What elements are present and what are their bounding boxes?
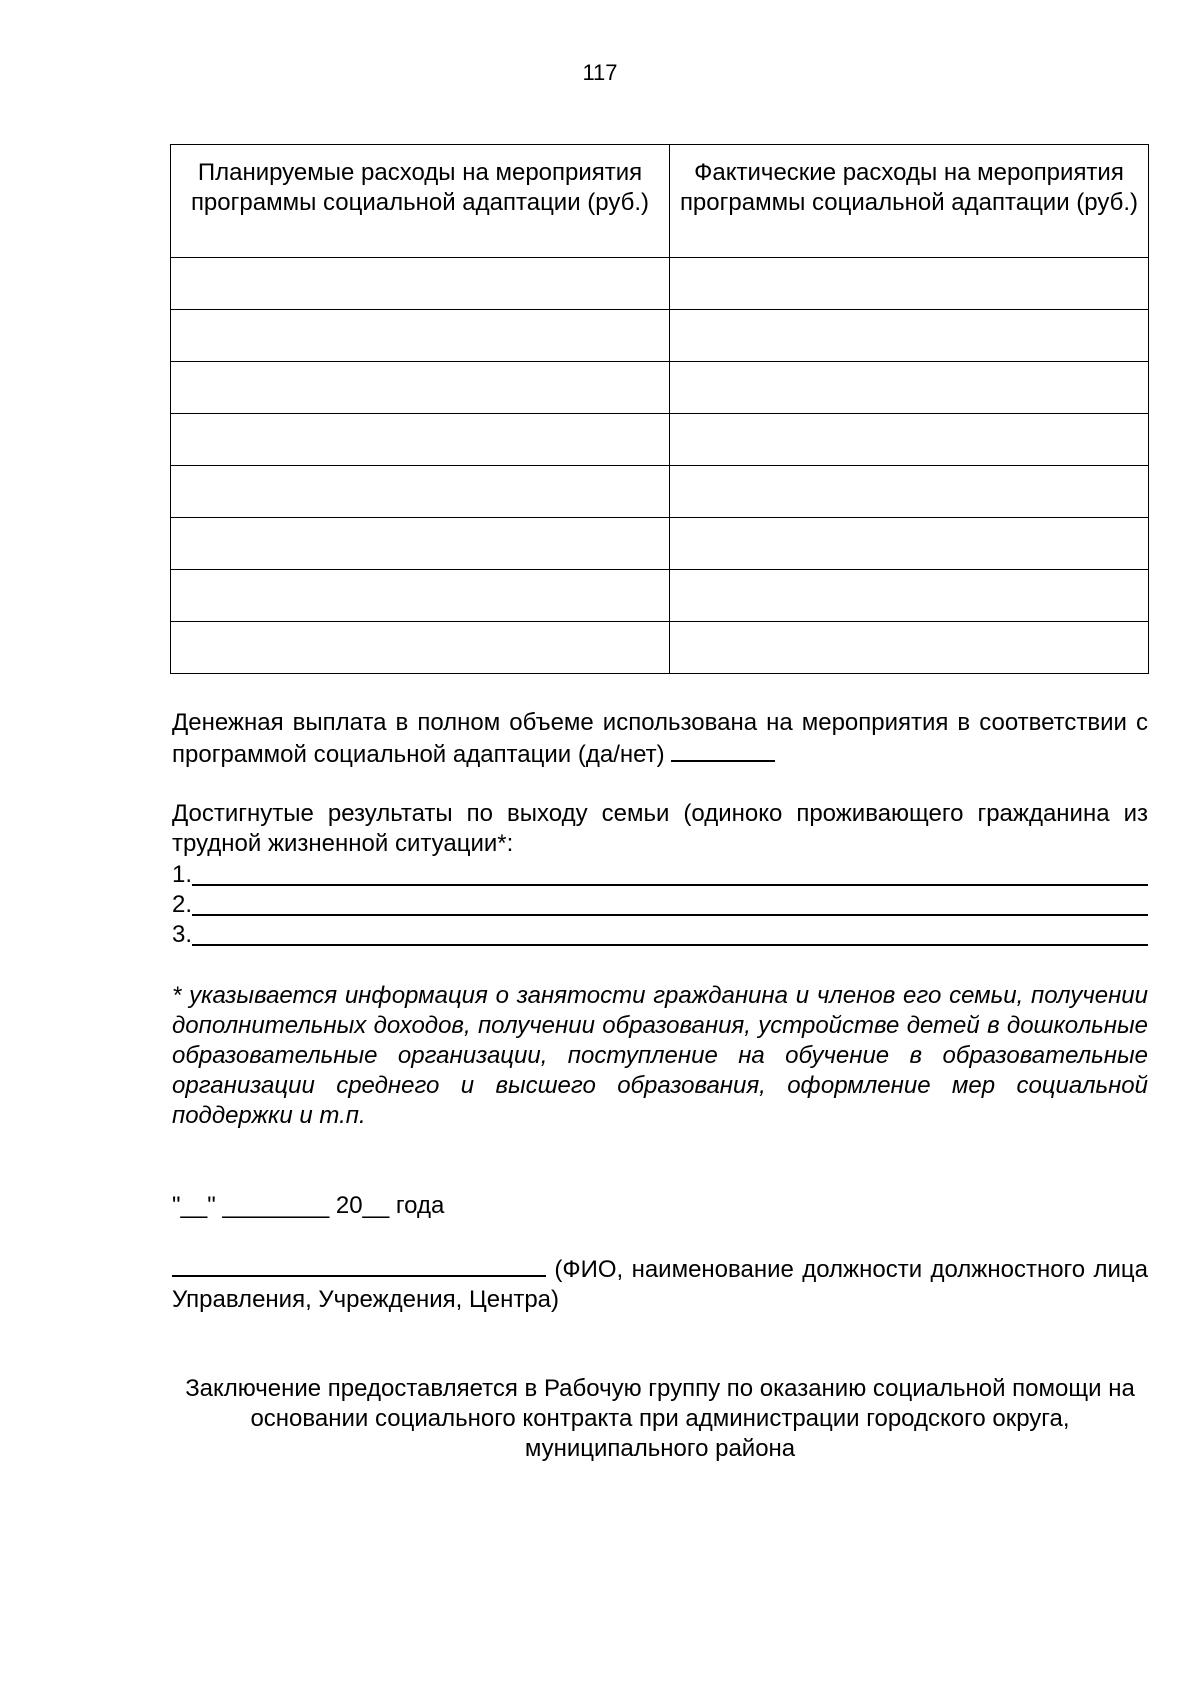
actual-cell[interactable] xyxy=(670,362,1149,414)
result-number: 2. xyxy=(172,891,193,918)
planned-cell[interactable] xyxy=(171,466,670,518)
result-number: 3. xyxy=(172,921,193,948)
actual-cell[interactable] xyxy=(670,466,1149,518)
actual-expenses-header: Фактические расходы на мероприятия программы социальной адаптации (руб.) xyxy=(670,145,1149,258)
footnote: * указывается информация о занятости гражданина и членов его семьи, получении дополнительных доходов, получении образования, устройстве детей в дошкольные образовательные организации, поступление на обучение в образовательные организации среднего и высшего образования, оформление мер социальной поддержки и т.п. xyxy=(172,982,1148,1129)
result-line-2[interactable] xyxy=(172,890,1148,920)
table-row xyxy=(171,622,1149,674)
planned-cell[interactable] xyxy=(171,570,670,622)
planned-cell[interactable] xyxy=(171,622,670,674)
planned-cell[interactable] xyxy=(171,310,670,362)
date-line: "__" ________ 20__ года xyxy=(172,1192,445,1219)
table-row xyxy=(171,362,1149,414)
payment-statement xyxy=(172,708,1148,770)
planned-expenses-header: Планируемые расходы на мероприятия программы социальной адаптации (руб.) xyxy=(171,145,670,258)
planned-cell[interactable] xyxy=(171,258,670,310)
table-row xyxy=(171,414,1149,466)
signature-block xyxy=(172,1253,1148,1315)
actual-cell[interactable] xyxy=(670,518,1149,570)
result-line-1[interactable] xyxy=(172,860,1148,890)
expenses-table xyxy=(170,144,1149,674)
yes-no-blank[interactable] xyxy=(671,738,775,762)
planned-cell[interactable] xyxy=(171,362,670,414)
table-row xyxy=(171,570,1149,622)
actual-cell[interactable] xyxy=(670,310,1149,362)
signature-blank[interactable] xyxy=(172,1253,546,1277)
table-row xyxy=(171,310,1149,362)
planned-cell[interactable] xyxy=(171,518,670,570)
planned-cell[interactable] xyxy=(171,414,670,466)
actual-cell[interactable] xyxy=(670,570,1149,622)
signature-caption: (ФИО, наименование должности должностного лица Управления, Учреждения, Центра) xyxy=(172,1256,1149,1313)
table-row xyxy=(171,258,1149,310)
actual-cell[interactable] xyxy=(670,622,1149,674)
payment-statement-text: Денежная выплата в полном объеме использована на мероприятия в соответствии с программой социальной адаптации (да/нет) xyxy=(172,709,1148,768)
table-row xyxy=(171,518,1149,570)
page-number: 117 xyxy=(582,60,618,85)
table-header-row xyxy=(171,145,1149,258)
actual-cell[interactable] xyxy=(670,258,1149,310)
conclusion-text: Заключение предоставляется в Рабочую группу по оказанию социальной помощи на основании социального контракта при администрации городского округа, муниципального района xyxy=(185,1375,1135,1462)
results-intro: Достигнутые результаты по выходу семьи (одиноко проживающего гражданина из трудной жизненной ситуации*: xyxy=(172,800,1148,857)
result-line-3[interactable] xyxy=(172,920,1148,950)
table-row xyxy=(171,466,1149,518)
actual-cell[interactable] xyxy=(670,414,1149,466)
result-number: 1. xyxy=(172,861,193,888)
